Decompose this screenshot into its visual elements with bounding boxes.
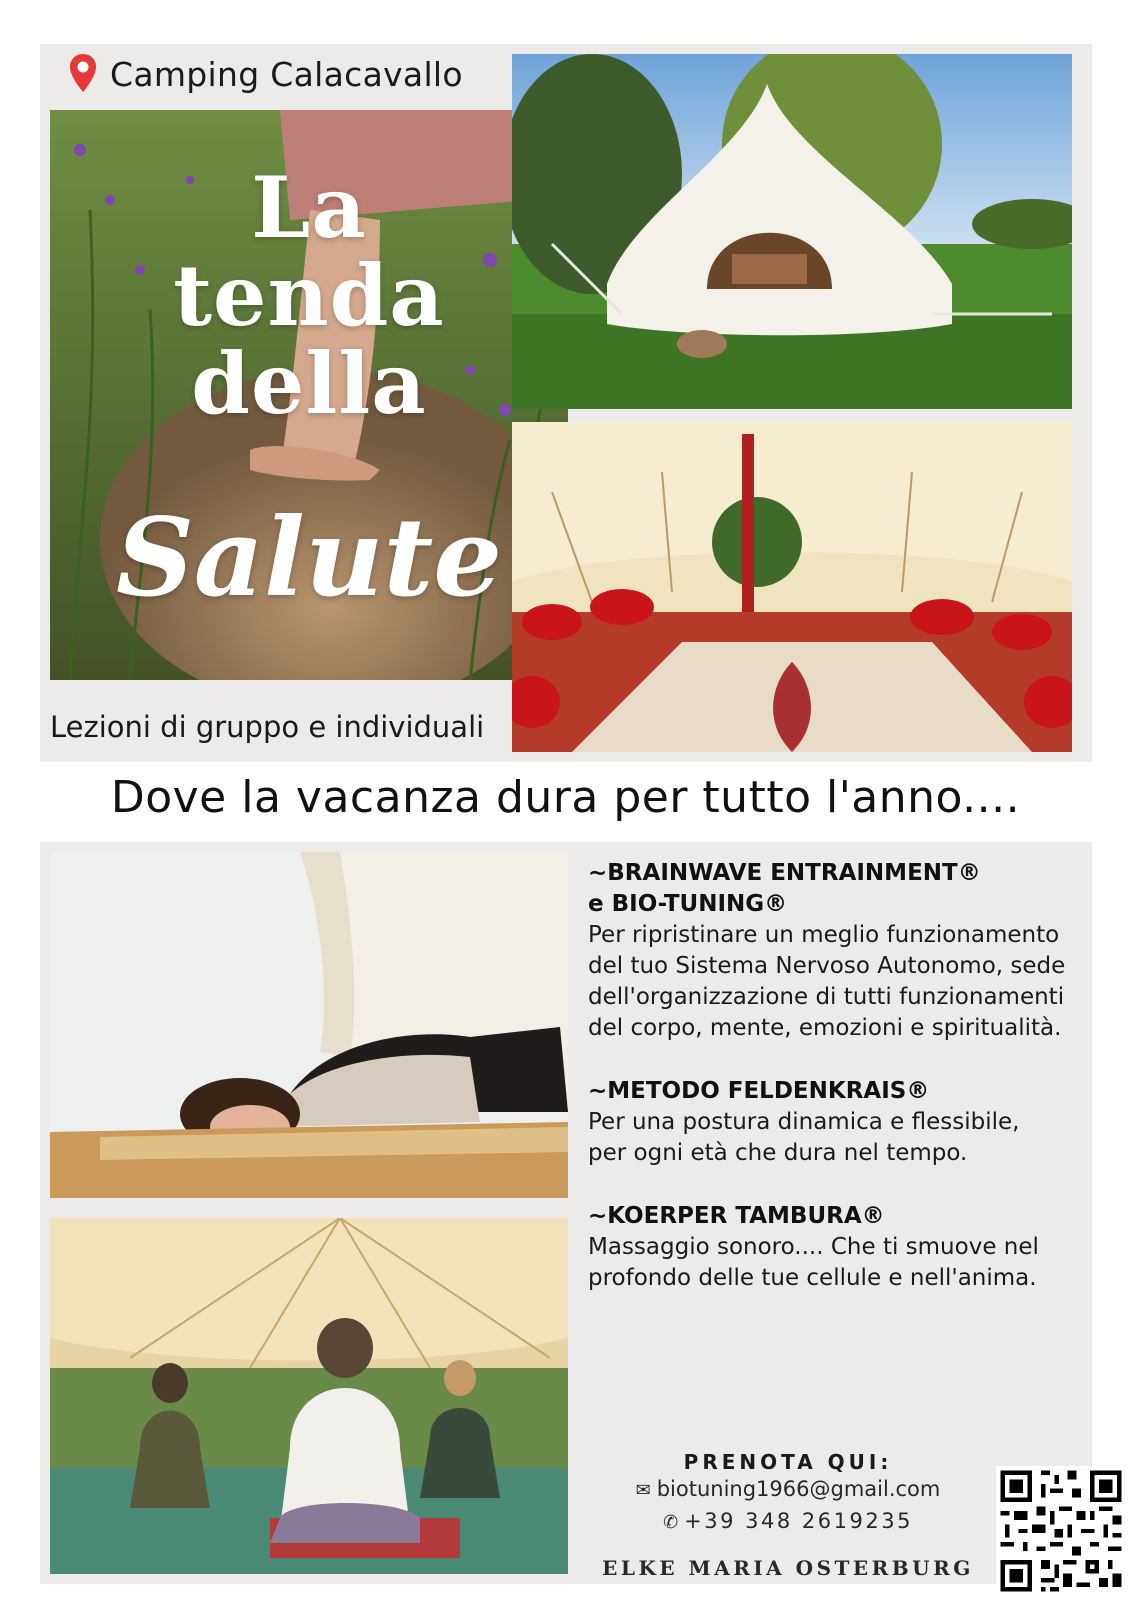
- service-title-line2: e BIO-TUNING®: [588, 891, 788, 917]
- title-line-tenda: tenda: [173, 246, 445, 345]
- services-list: [588, 858, 1088, 1326]
- booking-section: [588, 1450, 988, 1538]
- service-title: ~KOERPER TAMBURA®: [588, 1203, 885, 1229]
- tent-interior-photo: [512, 422, 1072, 752]
- phone-icon: ✆: [663, 1512, 679, 1533]
- service-feldenkrais: [588, 1076, 1088, 1169]
- title-line-della: della: [191, 334, 427, 433]
- title-block: [50, 112, 568, 680]
- email-contact[interactable]: [588, 1474, 988, 1506]
- tagline: Dove la vacanza dura per tutto l'anno....: [110, 772, 1021, 823]
- envelope-icon: ✉: [635, 1480, 651, 1501]
- instructor-name: ELKE MARIA OSTERBURG: [602, 1556, 974, 1580]
- sound-therapy-photo: [50, 852, 568, 1198]
- service-title: ~BRAINWAVE ENTRAINMENT®: [588, 860, 981, 886]
- booking-label: PRENOTA QUI:: [683, 1450, 893, 1474]
- title-line-la: La: [251, 158, 367, 257]
- lessons-subtitle: Lezioni di gruppo e individuali: [50, 710, 485, 744]
- qr-code[interactable]: [996, 1466, 1126, 1596]
- phone-text[interactable]: +39 348 2619235: [684, 1509, 913, 1533]
- service-description: Per ripristinare un meglio funzionamento del tuo Sistema Nervoso Autonomo, sede dell'organizzazione di tutti funzionamenti del corpo, mente, emozioni e spiritualità.: [588, 922, 1066, 1041]
- title-line-salute: Salute: [115, 495, 503, 621]
- location-label: [68, 52, 463, 96]
- group-meditation-photo: [50, 1218, 568, 1574]
- service-title: ~METODO FELDENKRAIS®: [588, 1078, 930, 1104]
- service-brainwave: [588, 858, 1088, 1044]
- service-koerper-tambura: [588, 1201, 1088, 1294]
- location-text: Camping Calacavallo: [110, 54, 463, 94]
- phone-contact[interactable]: [588, 1506, 988, 1538]
- email-text[interactable]: biotuning1966@gmail.com: [656, 1477, 941, 1501]
- location-pin-icon: [68, 52, 98, 96]
- tent-exterior-photo: [512, 54, 1072, 409]
- service-description: Massaggio sonoro.... Che ti smuove nel profondo delle tue cellule e nell'anima.: [588, 1234, 1039, 1291]
- service-description: Per una postura dinamica e flessibile, per ogni età che dura nel tempo.: [588, 1109, 1020, 1166]
